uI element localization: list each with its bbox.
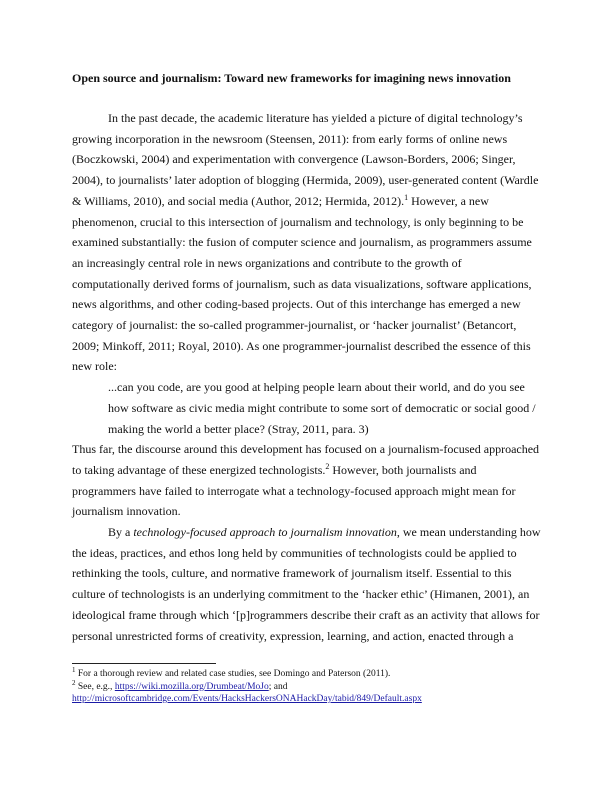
footnote-1 [72, 665, 542, 681]
footnote-2 [72, 678, 542, 694]
footnote-separator [72, 663, 216, 664]
paragraph-3-emphasis: technology-focused approach to journalism innovation [133, 525, 397, 540]
paragraph-1-text-a: In the past decade, the academic literature has yielded a picture of digital technology’s growing incorporation in the newsroom (Steensen, 2011): from early forms of online news (Boczkowski, 2004) and experimentation with convergence (Lawson-Borders, 2006; Singer, 2004), to journalists’ later adoption of blogging (Hermida, 2009), user-generated content (Wardle & Williams, 2010), and social media (Author, 2012; Hermida, 2012). [72, 111, 539, 208]
paragraph-3-text-a: By a [108, 525, 134, 540]
footnote-1-mark: 1 [72, 665, 76, 674]
footnote-1-text: For a thorough review and related case studies, see Domingo and Paterson (2011). [75, 669, 391, 679]
paragraph-3-text-b: , we mean understanding how the ideas, practices, and ethos long held by communities of technologists could be applied to rethinking the tools, culture, and normative framework of journalism itself. Essential to this culture of technologists is an underlying commitment to the ‘hacker ethic’ (Himanen, 2001), an ideological frame through which ‘[p]rogrammers describe their craft as an activity that allows for personal unrestricted forms of creativity, expression, learning, and action, enacted through a [72, 525, 541, 643]
footnote-2-continued [72, 693, 542, 706]
paragraph-2-text-b: However, both journalists and programmers have failed to interrogate what a technology-focused approach might mean for journalism innovation. [72, 462, 516, 519]
footnote-2-text-a: See, e.g., [75, 681, 115, 692]
footnote-2-mark: 2 [72, 678, 76, 687]
paragraph-2-text-a: Thus far, the discourse around this development has focused on a journalism-focused approached to taking advantage of these energized technologists. [72, 442, 540, 477]
paragraph-1-text-b: However, a new phenomenon, crucial to this intersection of journalism and technology, is only beginning to be examined substantially: the fusion of computer science and journalism, as programmers assume an increasingly central role in news organizations and contribute to the growth of computationally derived forms of journalism, such as data visualizations, software applications, news algorithms, and other coding-based projects. Out of this interchange has emerged a new category of journalist: the so-called programmer-journalist, or ‘hacker journalist’ (Betancort, 2009; Minkoff, 2011; Royal, 2010). As one programmer-journalist described the essence of this new role: [72, 193, 532, 374]
footnote-ref-1[interactable]: 1 [404, 192, 409, 202]
paper-title: Open source and journalism: Toward new frameworks for imagining news innovation [72, 71, 511, 85]
footnote-2-link-microsoft[interactable]: http://microsoftcambridge.com/Events/HacksHackersONAHackDay/tabid/849/Default.aspx [72, 694, 422, 704]
footnote-ref-2[interactable]: 2 [325, 461, 330, 471]
footnote-2-text-b: ; and [268, 681, 288, 692]
body-text [72, 108, 542, 646]
footnotes [72, 665, 542, 706]
paragraph-1 [72, 108, 542, 377]
block-quote: ...can you code, are you good at helping people learn about their world, and do you see how software as civic media might contribute to some sort of democratic or social good / making the world a better place? (Stray, 2011, para. 3) [108, 380, 536, 436]
paragraph-3 [72, 522, 542, 646]
footnote-2-link-mozilla[interactable]: https://wiki.mozilla.org/Drumbeat/MoJo [114, 681, 269, 692]
paragraph-2 [72, 439, 542, 522]
